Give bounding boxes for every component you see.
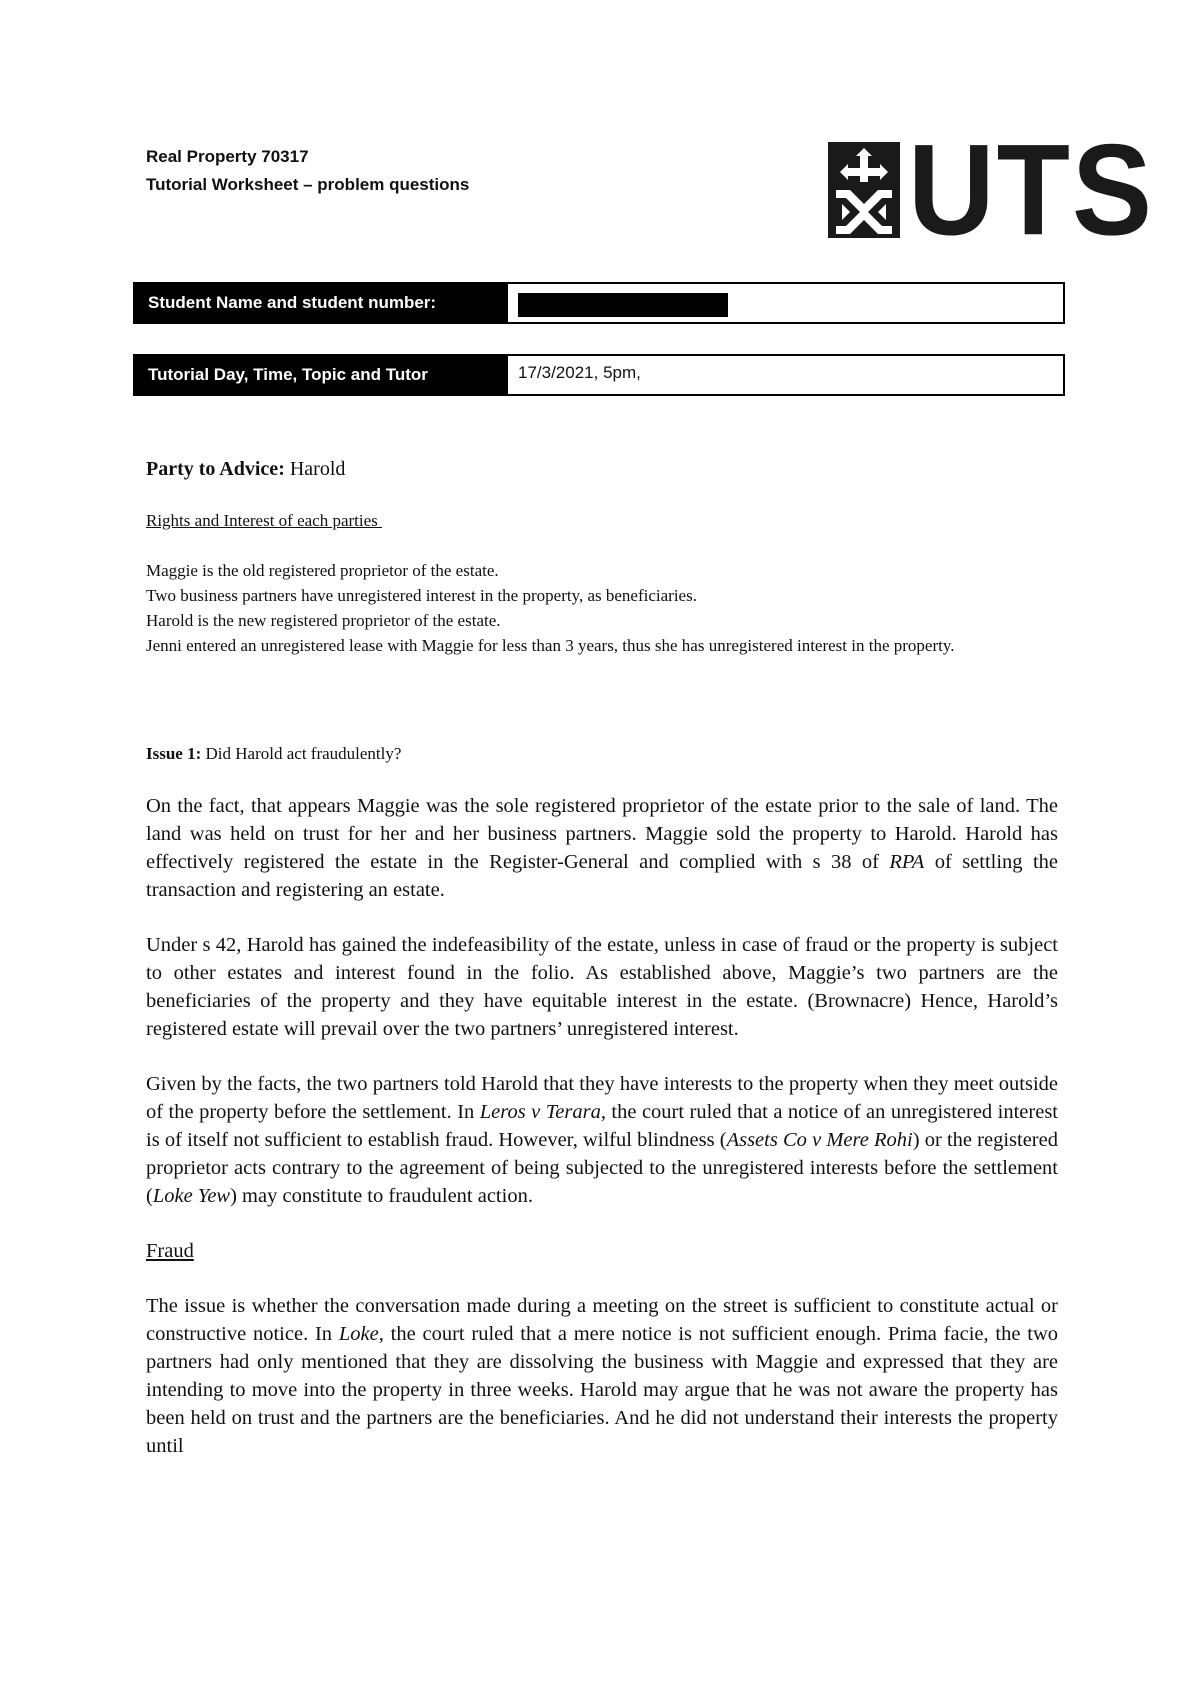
case-citation: Leros v Terara	[479, 1101, 601, 1123]
student-value	[508, 284, 1063, 322]
tutorial-info-row	[133, 354, 1065, 396]
student-info-row	[133, 282, 1065, 324]
student-label: Student Name and student number:	[135, 284, 508, 322]
paragraph-3: Given by the facts, the two partners told Harold that they have interests to the property when they meet outside of the property before the settlement. In Leros v Terara, the court ruled that a notice of an unregistered interest is of itself not sufficient to establish fraud. However, wilful blindness (Assets Co v Mere Rohi) or the registered proprietor acts contrary to the agreement of being subjected to the unregistered interests before the settlement (Loke Yew) may constitute to fraudulent action.	[146, 1073, 1058, 1207]
redacted-block	[518, 293, 728, 317]
rights-section	[146, 508, 1058, 533]
uts-logo	[828, 117, 1154, 263]
course-title: Real Property 70317	[146, 147, 309, 166]
case-citation: Loke	[338, 1323, 379, 1345]
case-citation: Loke Yew	[152, 1185, 231, 1207]
rights-line: Harold is the new registered proprietor of the estate.	[146, 611, 501, 630]
worksheet-title: Tutorial Worksheet – problem questions	[146, 175, 470, 194]
issue-text: Did Harold act fraudulently?	[205, 744, 402, 763]
party-to-advice	[146, 458, 1058, 481]
paragraph-2: Under s 42, Harold has gained the indefeasibility of the estate, unless in case of fraud or the property is subject to other estates and interest found in the folio. As established above, Maggie’s two partners are the beneficiaries of the property and they have equitable interest in the estate. (Brownacre) Hence, Harold’s registered estate will prevail over the two partners’ unregistered interest.	[146, 934, 1058, 1040]
document-header	[146, 143, 469, 199]
tutorial-value: 17/3/2021, 5pm,	[518, 363, 641, 382]
paragraph-1: On the fact, that appears Maggie was the sole registered proprietor of the estate prior to the sale of land. The land was held on trust for her and her business partners. Maggie sold the property to Harold. Harold has effectively registered the estate in the Register-General and complied with s 38 of RPA of settling the transaction and registering an estate.	[146, 795, 1058, 901]
case-citation: Assets Co v Mere Rohi	[726, 1129, 913, 1151]
fraud-heading: Fraud	[146, 1240, 194, 1262]
logo-wordmark: UTS	[908, 117, 1154, 263]
issue-heading	[146, 741, 1058, 766]
rights-list	[146, 558, 1058, 658]
party-value: Harold	[289, 458, 346, 480]
party-label: Party to Advice:	[146, 458, 285, 480]
rights-line: Jenni entered an unregistered lease with Maggie for less than 3 years, thus she has unregistered interest in the property.	[146, 636, 955, 655]
analysis-body	[146, 792, 1058, 1487]
issue-label: Issue 1:	[146, 744, 202, 763]
rights-heading: Rights and Interest of each parties	[146, 511, 383, 530]
uts-crest-icon	[828, 142, 900, 238]
tutorial-label: Tutorial Day, Time, Topic and Tutor	[135, 356, 508, 394]
case-citation: RPA	[889, 851, 925, 873]
paragraph-4: The issue is whether the conversation made during a meeting on the street is sufficient to constitute actual or constructive notice. In Loke, the court ruled that a mere notice is not sufficient enough. Prima facie, the two partners had only mentioned that they are dissolving the business with Maggie and expressed that they are intending to move into the property in three weeks. Harold may argue that he was not aware the property has been held on trust and the partners are the beneficiaries. And he did not understand their interests the property until	[146, 1295, 1058, 1457]
rights-line: Two business partners have unregistered interest in the property, as beneficiaries.	[146, 586, 697, 605]
rights-line: Maggie is the old registered proprietor of the estate.	[146, 561, 499, 580]
